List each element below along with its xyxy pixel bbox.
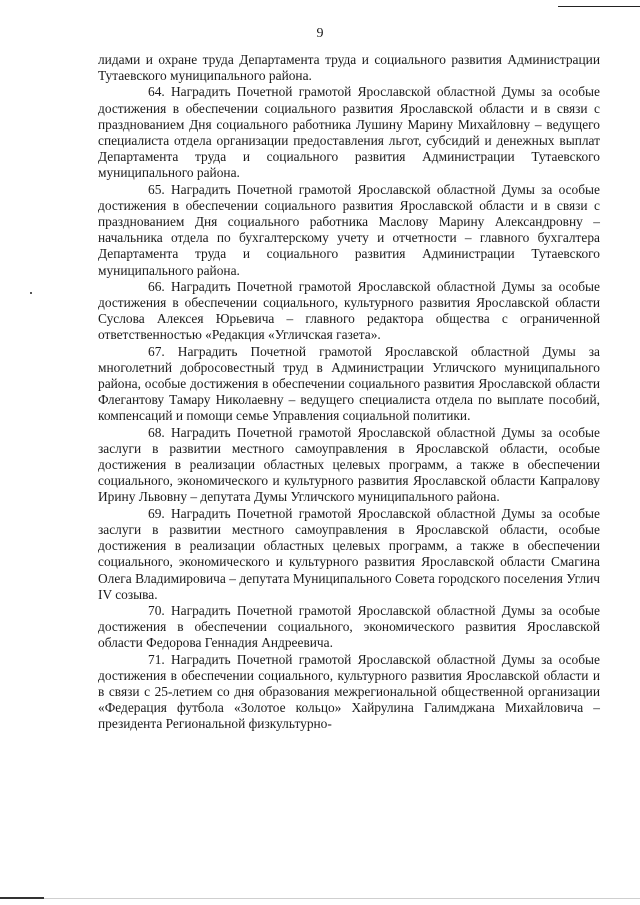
scan-speck	[30, 292, 32, 294]
paragraph-item-68: 68. Наградить Почетной грамотой Ярославской областной Думы за особые заслуги в развитии местного самоуправления в Ярославской области, особые достижения в реализации областных целевых программ, а также в обеспечении социального, экономического и культурного развития Ярославской области Капралову Ирину Львовну – депутата Думы Угличского муниципального района.	[98, 424, 600, 505]
scan-bottom-mark	[0, 897, 44, 899]
paragraph-item-65: 65. Наградить Почетной грамотой Ярославской областной Думы за особые достижения в обеспечении социального развития Ярославской области и в связи с празднованием Дня социального работника Маслову Марину Александровну – начальника отдела по бухгалтерскому учету и отчетности – главного бухгалтера Департамента труда и социального развития Администрации Тутаевского муниципального района.	[98, 181, 600, 278]
paragraph-item-69: 69. Наградить Почетной грамотой Ярославской областной Думы за особые заслуги в развитии местного самоуправления в Ярославской области, особые достижения в реализации областных целевых программ, а также в обеспечении социального, экономического и культурного развития Ярославской области Смагина Олега Владимировича – депутата Муниципального Совета городского поселения Углич IV созыва.	[98, 505, 600, 602]
paragraph-item-71: 71. Наградить Почетной грамотой Ярославской областной Думы за особые достижения в обеспечении социального, культурного развития Ярославской области и в связи с 25-летием со дня образования межрегиональной общественной организации «Федерация футбола «Золотое кольцо» Хайрулина Галимджана Михайловича – президента Региональной физкультурно-	[98, 651, 600, 732]
page-number: 9	[316, 26, 324, 41]
document-body	[98, 52, 600, 733]
scan-bottom-edge	[0, 898, 640, 899]
paragraph-item-70: 70. Наградить Почетной грамотой Ярославской областной Думы за особые достижения в обеспечении социального, экономического развития Ярославской области Федорова Геннадия Андреевича.	[98, 602, 600, 651]
scan-edge-mark	[558, 6, 640, 7]
paragraph-item-64: 64. Наградить Почетной грамотой Ярославской областной Думы за особые достижения в обеспечении социального развития Ярославской области и в связи с празднованием Дня социального работника Лушину Марину Михайловну – ведущего специалиста отдела организации предоставления льгот, субсидий и денежных выплат Департамента труда и социального развития Администрации Тутаевского муниципального района.	[98, 84, 600, 181]
paragraph-continuation: лидами и охране труда Департамента труда и социального развития Администрации Тутаевского муниципального района.	[98, 52, 600, 84]
paragraph-item-66: 66. Наградить Почетной грамотой Ярославской областной Думы за особые достижения в обеспечении социального, культурного развития Ярославской области Суслова Алексея Юрьевича – главного редактора общества с ограниченной ответственностью «Редакция «Угличская газета».	[98, 278, 600, 343]
paragraph-item-67: 67. Наградить Почетной грамотой Ярославской областной Думы за многолетний добросовестный труд в Администрации Угличского муниципального района, особые достижения в обеспечении социального развития Ярославской области Флегантову Тамару Николаевну – ведущего специалиста отдела по выплате пособий, компенсаций и помощи семье Управления социальной политики.	[98, 343, 600, 424]
